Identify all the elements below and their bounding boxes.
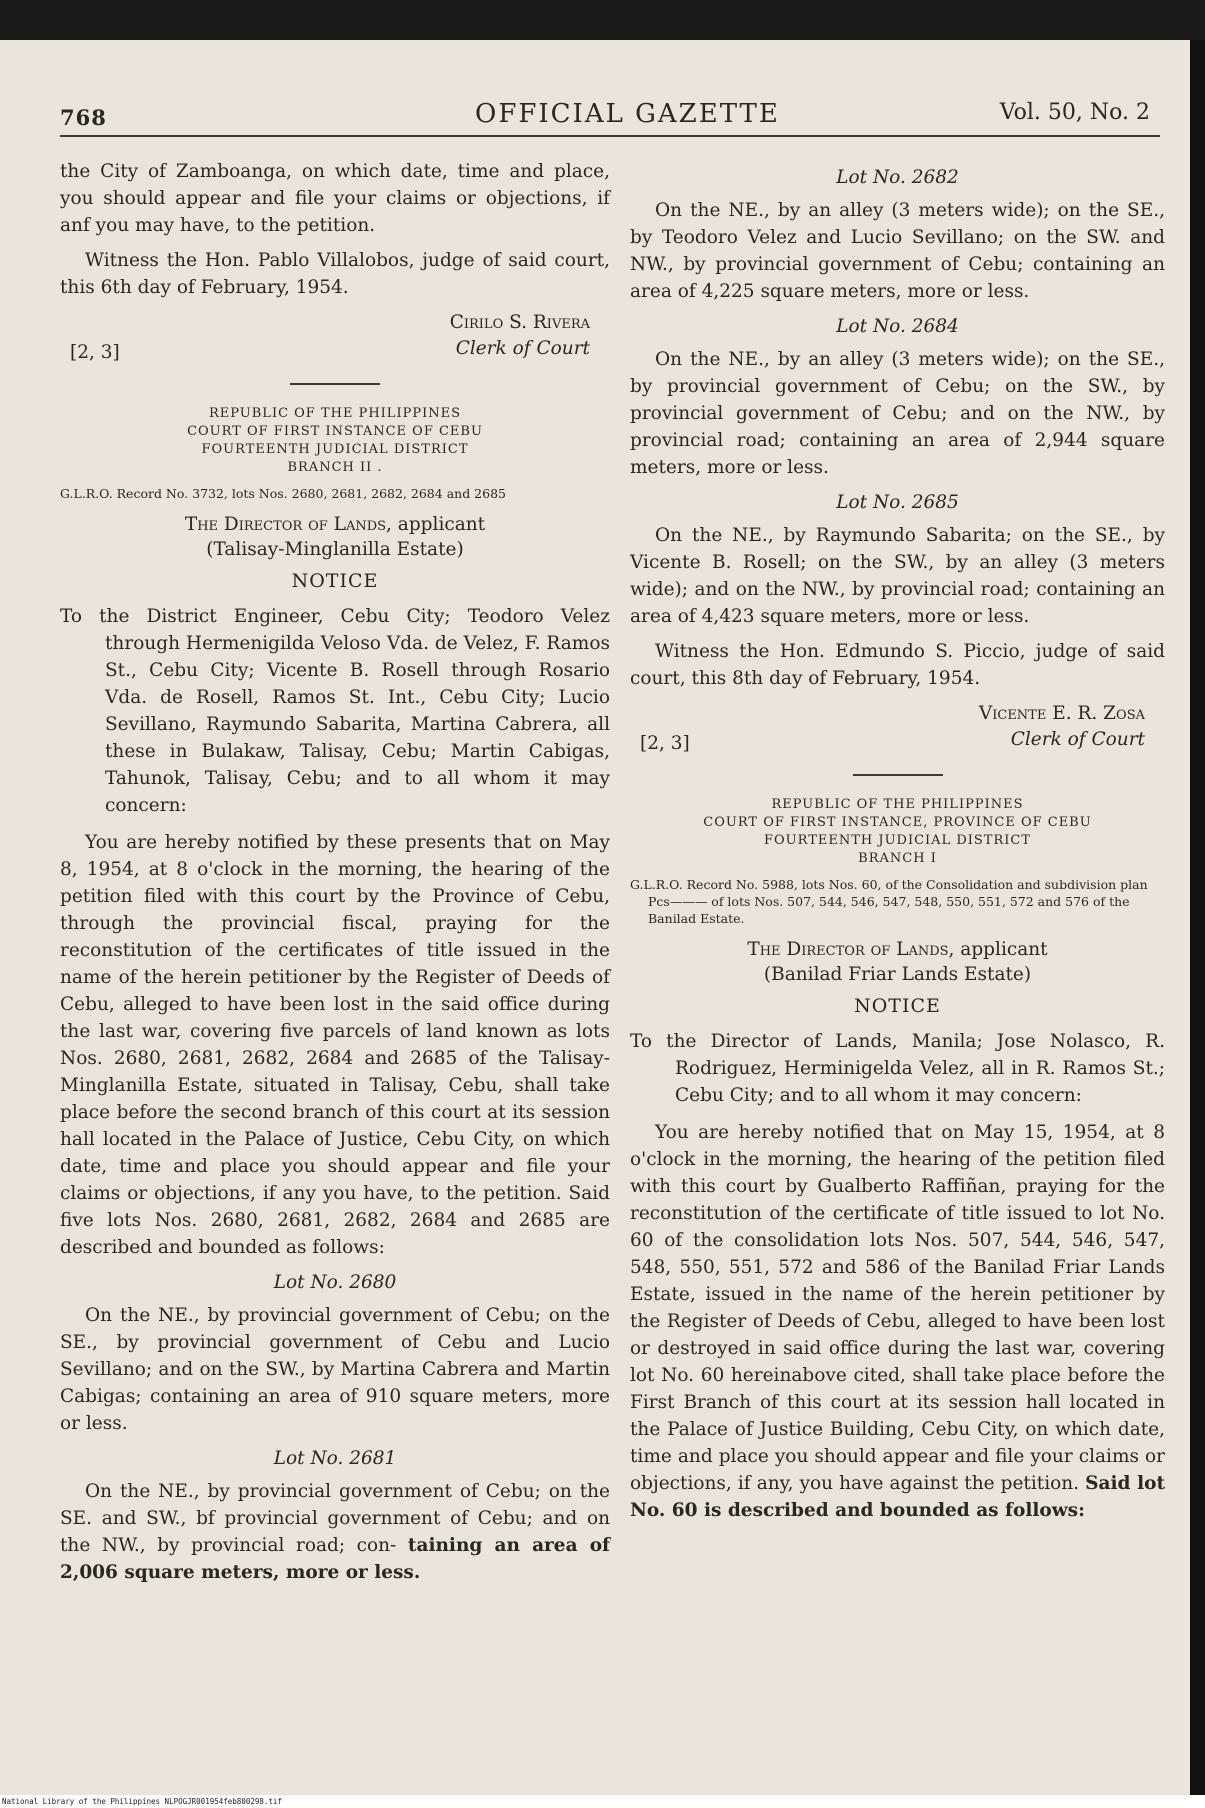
scan-footer: National Library of the Philippines NLPOGJR001954feb800298.tif [0, 1795, 1205, 1808]
clerk-name: Vicente E. R. Zosa [978, 703, 1145, 724]
page-edge-shadow [1190, 40, 1205, 1795]
page-number: 768 [60, 105, 107, 130]
gazette-page [0, 40, 1190, 1795]
lot-description-part-bold: taining an area of 2,006 square meters, more or less. [60, 1535, 610, 1583]
court-line: BRANCH II . [287, 460, 383, 475]
issue-numbers: [2, 3] [70, 342, 120, 363]
addressees: To the Director of Lands, Manila; Jose Nolasco, R. Rodriguez, Herminigelda Velez, all in R. Ramos St.; Cebu City; and to all whom it may concern: [630, 1031, 1165, 1106]
applicant-heading [630, 937, 1165, 987]
gazette-title: OFFICIAL GAZETTE [475, 99, 780, 129]
clerk-role: Clerk of Court [455, 338, 590, 359]
court-line: COURT OF FIRST INSTANCE, PROVINCE OF CEBU [703, 815, 1092, 830]
notice-heading: NOTICE [291, 570, 379, 592]
section-divider [853, 774, 943, 776]
notice-heading: NOTICE [854, 995, 941, 1017]
addressees: To the District Engineer, Cebu City; Teodoro Velez through Hermenigilda Veloso Vda. de Velez, F. Ramos St., Cebu City; Vicente B. Rosell through Rosario Vda. de Rosell, Ramos St. Int., Cebu City; Lucio Sevillano, Raymundo Sabarita, Martina Cabrera, all these in Bulakaw, Talisay, Cebu; Martin Cabigas, Tahunok, Talisay, Cebu; and to all whom it may concern: [60, 606, 610, 816]
header-rule [60, 135, 1160, 137]
lot-description: On the NE., by an alley (3 meters wide); on the SE., by provincial government of Cebu; on the SW., by provincial government of Cebu; and on the NW., by provincial road; containing an area of 2,944 square meters, more or less. [630, 349, 1165, 478]
clerk-role: Clerk of Court [1010, 729, 1145, 750]
lot-title: Lot No. 2681 [273, 1448, 397, 1469]
lot-title: Lot No. 2680 [273, 1272, 397, 1293]
court-line: BRANCH I [858, 851, 937, 866]
court-line: COURT OF FIRST INSTANCE OF CEBU [187, 424, 483, 439]
witness-paragraph: Witness the Hon. Pablo Villalobos, judge of said court, this 6th day of February, 1954. [60, 250, 610, 298]
court-line: FOURTEENTH JUDICIAL DISTRICT [764, 833, 1031, 848]
witness-paragraph: Witness the Hon. Edmundo S. Piccio, judge of said court, this 8th day of February, 1954. [630, 641, 1165, 689]
estate-name: (Talisay-Minglanilla Estate) [206, 539, 464, 560]
page-header [60, 85, 1160, 135]
court-line: REPUBLIC OF THE PHILIPPINES [209, 406, 461, 421]
court-heading [60, 405, 610, 477]
notice-body: You are hereby notified by these presents that on May 8, 1954, at 8 o'clock in the morning, the hearing of the petition filed with this court by the Province of Cebu, through the provincial fiscal, praying for the reconstitution of the certificates of title issued in the name of the herein petitioner by the Register of Deeds of Cebu, alleged to have been lost in the said office during the last war, covering five parcels of land known as lots Nos. 2680, 2681, 2682, 2684 and 2685 of the Talisay-Minglanilla Estate, situated in Talisay, Cebu, shall take place before the second branch of this court at its session hall located in the Palace of Justice, Cebu City, on which date, time and place you should appear and file your claims or objections, if any you have, to the petition. Said five lots Nos. 2680, 2681, 2682, 2684 and 2685 are described and bounded as follows: [60, 832, 610, 1258]
clerk-name: Cirilo S. Rivera [449, 312, 590, 333]
lot-title: Lot No. 2685 [836, 492, 959, 513]
estate-name: (Banilad Friar Lands Estate) [763, 964, 1032, 985]
signature-block [60, 309, 610, 369]
notice-body [630, 1119, 1165, 1524]
court-line: FOURTEENTH JUDICIAL DISTRICT [201, 442, 469, 457]
left-column [60, 158, 610, 1594]
applicant-name: The Director of Lands [747, 939, 949, 960]
volume-number: Vol. 50, No. 2 [999, 100, 1150, 125]
applicant-suffix: , applicant [386, 514, 486, 535]
lot-title: Lot No. 2684 [836, 316, 959, 337]
notice-body-text: You are hereby notified that on May 15, 1954, at 8 o'clock in the morning, the hearing of the petition filed with this court by Gualberto Raffiñan, praying for the reconstitution of the certificate of title issued to lot No. 60 of the consolidation lots Nos. 507, 544, 546, 547, 548, 550, 551, 572 and 586 of the Banilad Friar Lands Estate, issued in the name of the herein petitioner by the Register of Deeds of Cebu, alleged to have been lost or destroyed in said office during the last war, covering lot No. 60 hereinabove cited, shall take place before the First Branch of this court at its session hall located in the Palace of Justice Building, Cebu City, on which date, time and place you should appear and file your claims or objections, if any, you have against the petition. [630, 1122, 1165, 1494]
court-heading [630, 796, 1165, 868]
lot-description: On the NE., by Raymundo Sabarita; on the SE., by Vicente B. Rosell; on the SW., by an alley (3 meters wide); and on the NW., by provincial road; containing an area of 4,423 square meters, more or less. [630, 525, 1165, 627]
lot-title: Lot No. 2682 [836, 167, 959, 188]
lot-description: On the NE., by provincial government of Cebu; on the SE., by provincial government of Cebu and Lucio Sevillano; and on the SW., by Martina Cabrera and Martin Cabigas; containing an area of 910 square meters, more or less. [60, 1305, 610, 1434]
intro-paragraph: the City of Zamboanga, on which date, time and place, you should appear and file your claims or objections, if anf you may have, to the petition. [60, 161, 610, 236]
right-column [630, 158, 1165, 1532]
section-divider [290, 383, 380, 385]
record-line: G.L.R.O. Record No. 3732, lots Nos. 2680, 2681, 2682, 2684 and 2685 [60, 486, 506, 501]
applicant-heading [60, 512, 610, 562]
record-line: G.L.R.O. Record No. 5988, lots Nos. 60, of the Consolidation and subdivision plan Pcs——— of lots Nos. 507, 544, 546, 547, 548, 550, 551, 572 and 576 of the Banilad Estate. [630, 877, 1148, 926]
issue-numbers: [2, 3] [640, 733, 690, 754]
signature-block [630, 700, 1165, 760]
applicant-name: The Director of Lands [184, 514, 387, 535]
applicant-suffix: , applicant [948, 939, 1048, 960]
lot-description: On the NE., by an alley (3 meters wide); on the SE., by Teodoro Velez and Lucio Sevillano; on the SW. and NW., by provincial government of Cebu; containing an area of 4,225 square meters, more or less. [630, 200, 1165, 302]
lot-description [60, 1478, 610, 1586]
notice-body-end: Said lot No. 60 is described and bounded as follows: [630, 1473, 1165, 1521]
court-line: REPUBLIC OF THE PHILIPPINES [771, 797, 1024, 812]
lot-description-part: On the NE., by provincial government of Cebu; on the SE. and SW., bf provincial government of Cebu; and on the NW., by provincial road; con- [60, 1481, 610, 1556]
